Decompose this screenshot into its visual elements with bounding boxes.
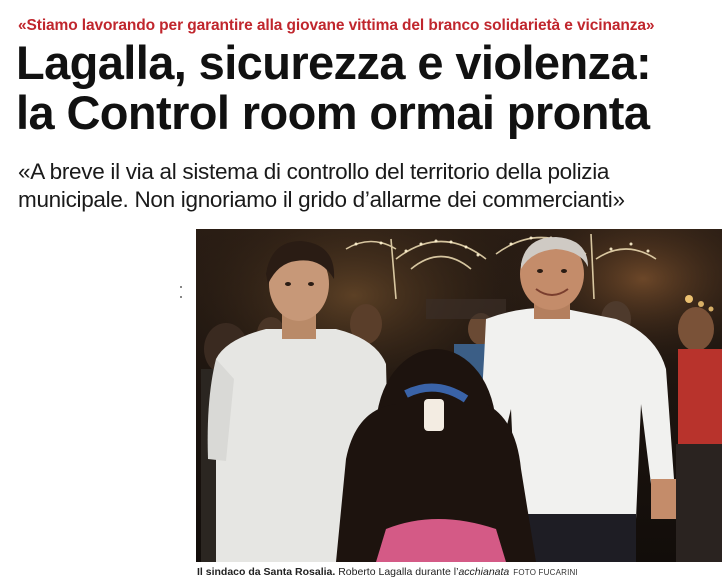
article-photo bbox=[196, 229, 722, 562]
caption-text: Roberto Lagalla durante l’ bbox=[335, 566, 459, 578]
photo-illustration bbox=[196, 229, 722, 562]
article-subhead bbox=[18, 158, 718, 214]
margin-dot bbox=[180, 286, 182, 288]
subhead-line-2: municipale. Non ignoriamo il grido d’allarme dei commercianti» bbox=[18, 187, 625, 212]
article-headline bbox=[16, 38, 706, 138]
caption-italic: acchianata bbox=[458, 566, 510, 578]
photo-credit: FOTO FUCARINI bbox=[513, 568, 578, 577]
headline-line-2: la Control room ormai pronta bbox=[16, 86, 650, 139]
caption-title: Il sindaco da Santa Rosalia. bbox=[197, 566, 336, 578]
subhead-line-1: «A breve il via al sistema di controllo del territorio della polizia bbox=[18, 159, 610, 184]
photo-caption bbox=[197, 566, 578, 578]
margin-dot bbox=[180, 296, 182, 298]
headline-line-1: Lagalla, sicurezza e violenza: bbox=[16, 36, 652, 89]
article-kicker: «Stiamo lavorando per garantire alla giovane vittima del branco solidarietà e vicinanza» bbox=[18, 17, 655, 34]
